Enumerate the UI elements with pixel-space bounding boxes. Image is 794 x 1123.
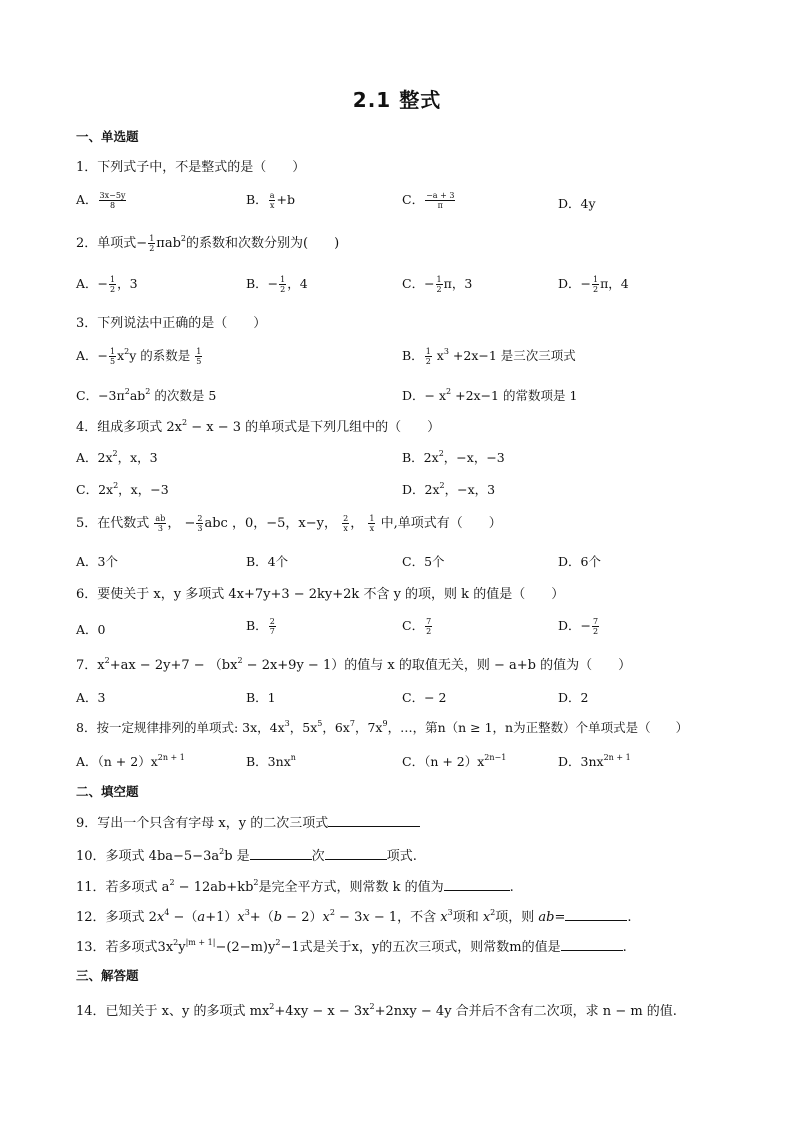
question-2: 2．单项式− $\frac{1}{2}$ πab$^2$的系数和次数分别为( ) xyxy=(76,234,340,253)
question-8: 8．按一定规律排列的单项式: 3x，$4x^3$，$5x^5$，$6x^7$，$7x^9$，…，第n（n ≥ 1，n为正整数）个单项式是（ ） xyxy=(76,719,689,735)
q4-option-d: D．$2x^2$，−x，3 xyxy=(402,481,496,497)
q5-option-b: B．4个 xyxy=(246,554,289,569)
q3-option-b: B． $\frac{1}{2}$ $x^3 +2x-1$ 是三次三项式 xyxy=(402,347,576,366)
q1-option-d: D．4y xyxy=(558,196,596,211)
question-4: 4．组成多项式 $2x^2 - x - 3$ 的单项式是下列几组中的（ ） xyxy=(76,418,441,435)
answer-blank[interactable] xyxy=(325,847,387,860)
answer-blank[interactable] xyxy=(250,847,312,860)
q4-option-c: C．$2x^2$，x，−3 xyxy=(76,481,169,497)
q6-option-b: B． $\frac{2}{7}$ xyxy=(246,617,275,636)
q6-option-a: A．0 xyxy=(76,622,106,637)
q2-option-c: C．− $\frac{1}{2}$ π，3 xyxy=(402,275,473,294)
q3-option-a: A．− $\frac{1}{5}$ $x^2y$ 的系数是 $\frac{1}{5}$ xyxy=(76,347,202,366)
section-heading-answer: 三、解答题 xyxy=(76,968,139,983)
q1-option-a: A． $\frac{3x-5y}{8}$ xyxy=(76,191,126,210)
answer-blank[interactable] xyxy=(561,938,623,951)
question-5: 5．在代数式 $\frac{ab}{3}$ ， − $\frac{2}{3}$ abc ，0，−5，x−y， $\frac{2}{x}$ ， $\frac{1}{x}$ 中,单项式有（ ） xyxy=(76,514,502,533)
q7-option-a: A．3 xyxy=(76,690,106,705)
section-heading-fill-in: 二、填空题 xyxy=(76,784,139,799)
question-9: 9．写出一个只含有字母 x，y 的二次三项式 xyxy=(76,812,420,831)
section-heading-single-choice: 一、单选题 xyxy=(76,129,139,144)
q7-option-b: B．1 xyxy=(246,690,276,705)
question-14: 14．已知关于 x、y 的多项式 $mx^2+4xy - x - 3x^2+2nxy - 4y$ 合并后不含有二次项，求 n − m 的值. xyxy=(76,1002,677,1019)
q1-option-c: C． $\frac{-a + 3}{\pi}$ xyxy=(402,191,455,210)
page-title: 2.1 整式 xyxy=(352,88,442,112)
q8-option-d: D．$3nx^{2n + 1}$ xyxy=(558,753,631,769)
q7-option-d: D．2 xyxy=(558,690,589,705)
question-6: 6．要使关于 x，y 多项式 4x+7y+3 − 2ky+2k 不含 y 的项，则 k 的值是（ ） xyxy=(76,587,565,602)
q6-option-c: C． $\frac{7}{2}$ xyxy=(402,617,432,636)
q5-option-a: A．3个 xyxy=(76,554,118,569)
q2-option-d: D．− $\frac{1}{2}$ π，4 xyxy=(558,275,629,294)
q1-option-b: B． $\frac{a}{x}$ +b xyxy=(246,191,295,210)
q6-option-d: D．− $\frac{7}{2}$ xyxy=(558,617,599,636)
q5-option-d: D．6个 xyxy=(558,554,601,569)
q2-option-a: A．− $\frac{1}{2}$ ，3 xyxy=(76,275,138,294)
question-3: 3．下列说法中正确的是（ ） xyxy=(76,316,267,331)
q5-option-c: C．5个 xyxy=(402,554,445,569)
question-10: 10．多项式 $4ba-5-3a^2b$ 是 次 项式. xyxy=(76,847,417,864)
q2-option-b: B．− $\frac{1}{2}$ ，4 xyxy=(246,275,308,294)
q3-option-c: C．$-3\pi^2ab^2$ 的次数是 5 xyxy=(76,387,217,403)
answer-blank[interactable] xyxy=(565,908,627,921)
q4-option-b: B．$2x^2$，−x，−3 xyxy=(402,449,505,465)
q7-option-c: C．− 2 xyxy=(402,690,447,705)
q3-option-d: D．− $x^2 +2x-1$ 的常数项是 1 xyxy=(402,387,578,403)
question-11: 11．若多项式 $a^2 - 12ab+kb^2$是完全平方式，则常数 k 的值为 . xyxy=(76,878,514,895)
q8-option-b: B．$3nx^n$ xyxy=(246,753,296,769)
question-7: 7．$x^2+ax - 2y+7 - (bx^2 - 2x+9y - 1)$的值与 x 的取值无关，则 − a+b 的值为（ ） xyxy=(76,656,632,673)
question-12: 12．多项式 $2x^4 -(a+1)x^3+(b - 2)x^2 - 3x - 1$，不含 $x^3$项和 $x^2$项，则 ab= . xyxy=(76,908,632,925)
question-1: 1．下列式子中，不是整式的是（ ） xyxy=(76,160,306,175)
answer-blank[interactable] xyxy=(328,814,420,827)
q8-option-a: A．$(n + 2)x^{2n + 1}$ xyxy=(76,753,185,769)
q8-option-c: C．$(n + 2)x^{2n-1}$ xyxy=(402,753,507,769)
answer-blank[interactable] xyxy=(444,878,510,891)
q4-option-a: A．$2x^2$，x，3 xyxy=(76,449,158,465)
question-13: 13．若多项式$3x^2y^{|m + 1|}-(2-m)y^2-1$式是关于x，y的五次三项式，则常数m的值是 . xyxy=(76,938,627,955)
